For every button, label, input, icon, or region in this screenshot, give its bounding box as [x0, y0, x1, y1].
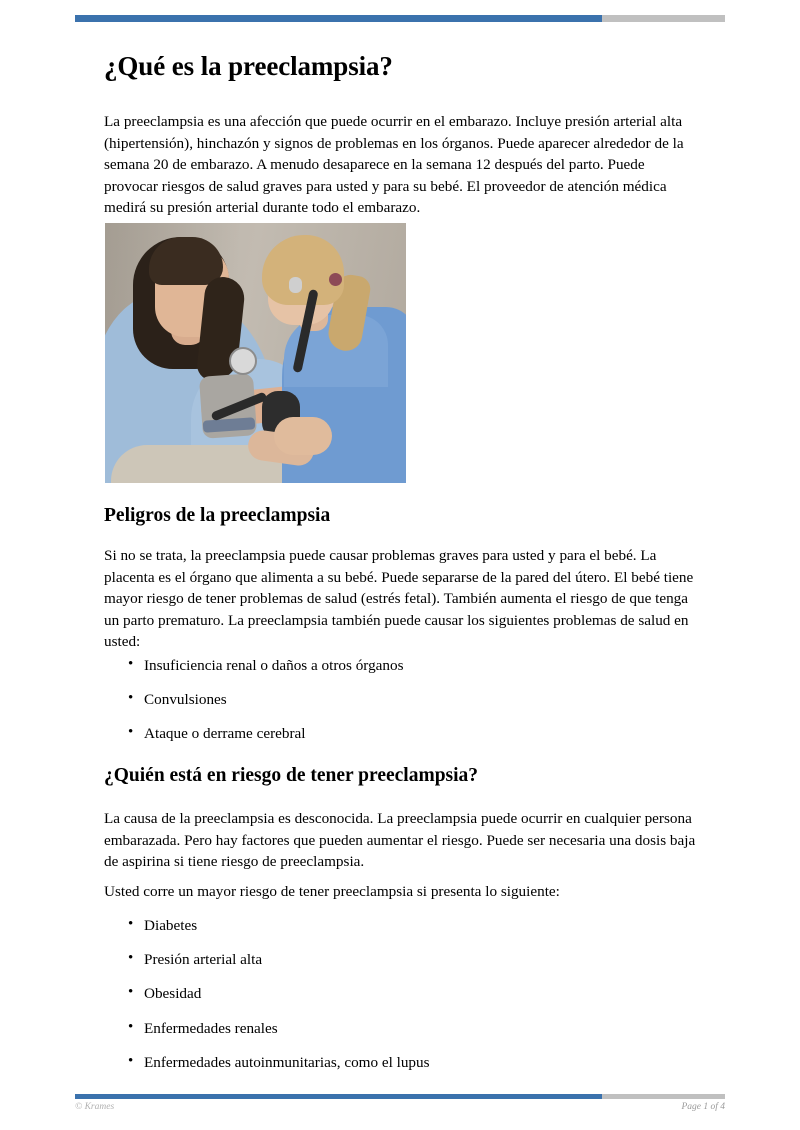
risk-factors-list: [104, 915, 696, 1086]
section-paragraph-risk: La causa de la preeclampsia es desconocida. La preeclampsia puede ocurrir en cualquier persona embarazada. Pero hay factores que pueden aumentar el riesgo. Puede ser necesaria una dosis baja de aspirina si tiene riesgo de preeclampsia.: [104, 810, 696, 870]
list-item: • Enfermedades renales: [104, 1018, 696, 1039]
footer-rule: [75, 1094, 725, 1099]
section-heading-risk: ¿Quién está en riesgo de tener preeclampsia?: [104, 765, 479, 786]
list-item: • Ataque o derrame cerebral: [104, 723, 696, 744]
patient-hair-front: [149, 237, 223, 285]
footer-page-number: Page 1 of 4: [681, 1102, 725, 1112]
footer-rule-blue-segment: [75, 1094, 602, 1099]
list-item: • Insuficiencia renal o daños a otros órganos: [104, 655, 696, 676]
stethoscope-earpiece-icon: [289, 277, 302, 293]
list-item: • Enfermedades autoinmunitarias, como el lupus: [104, 1052, 696, 1073]
footer-rule-gray-segment: [602, 1094, 725, 1099]
section-paragraph-dangers: Si no se trata, la preeclampsia puede causar problemas graves para usted y para el bebé. La placenta es el órgano que alimenta a su bebé. Puede separarse de la pared del útero. El bebé tiene mayor riesgo de tener problemas de salud (estrés fetal). También aumenta el riesgo de que tenga un parto prematuro. La preeclampsia también puede causar los siguientes problemas de salud en usted:: [104, 547, 694, 650]
list-item: • Diabetes: [104, 915, 696, 936]
footer-copyright: © Krames: [75, 1102, 115, 1112]
list-item: • Presión arterial alta: [104, 949, 696, 970]
dangers-list: [104, 655, 696, 758]
section-heading-dangers: Peligros de la preeclampsia: [104, 505, 331, 526]
nurse-hair: [262, 235, 344, 305]
header-rule: [75, 15, 725, 22]
nurse-hair-tie: [329, 273, 342, 286]
pressure-gauge-icon: [229, 347, 257, 375]
section-paragraph-risk-intro: Usted corre un mayor riesgo de tener preeclampsia si presenta lo siguiente:: [104, 883, 560, 900]
photo-illustration: [105, 223, 406, 483]
header-rule-gray-segment: [602, 15, 725, 22]
list-item: • Convulsiones: [104, 689, 696, 710]
intro-paragraph: La preeclampsia es una afección que puede ocurrir en el embarazo. Incluye presión arterial alta (hipertensión), hinchazón y signos de problemas en los órganos. Puede aparecer alrededor de la semana 20 de embarazo. A menudo desaparece en la semana 12 después del parto. Puede provocar riesgos de salud graves para usted y para su bebé. El proveedor de atención médica medirá su presión arterial durante todo el embarazo.: [104, 113, 684, 216]
header-rule-blue-segment: [75, 15, 602, 22]
page-title: ¿Qué es la preeclampsia?: [104, 51, 393, 81]
list-item: • Obesidad: [104, 983, 696, 1004]
blood-pressure-photo: [105, 223, 406, 483]
nurse-hand: [274, 417, 332, 455]
